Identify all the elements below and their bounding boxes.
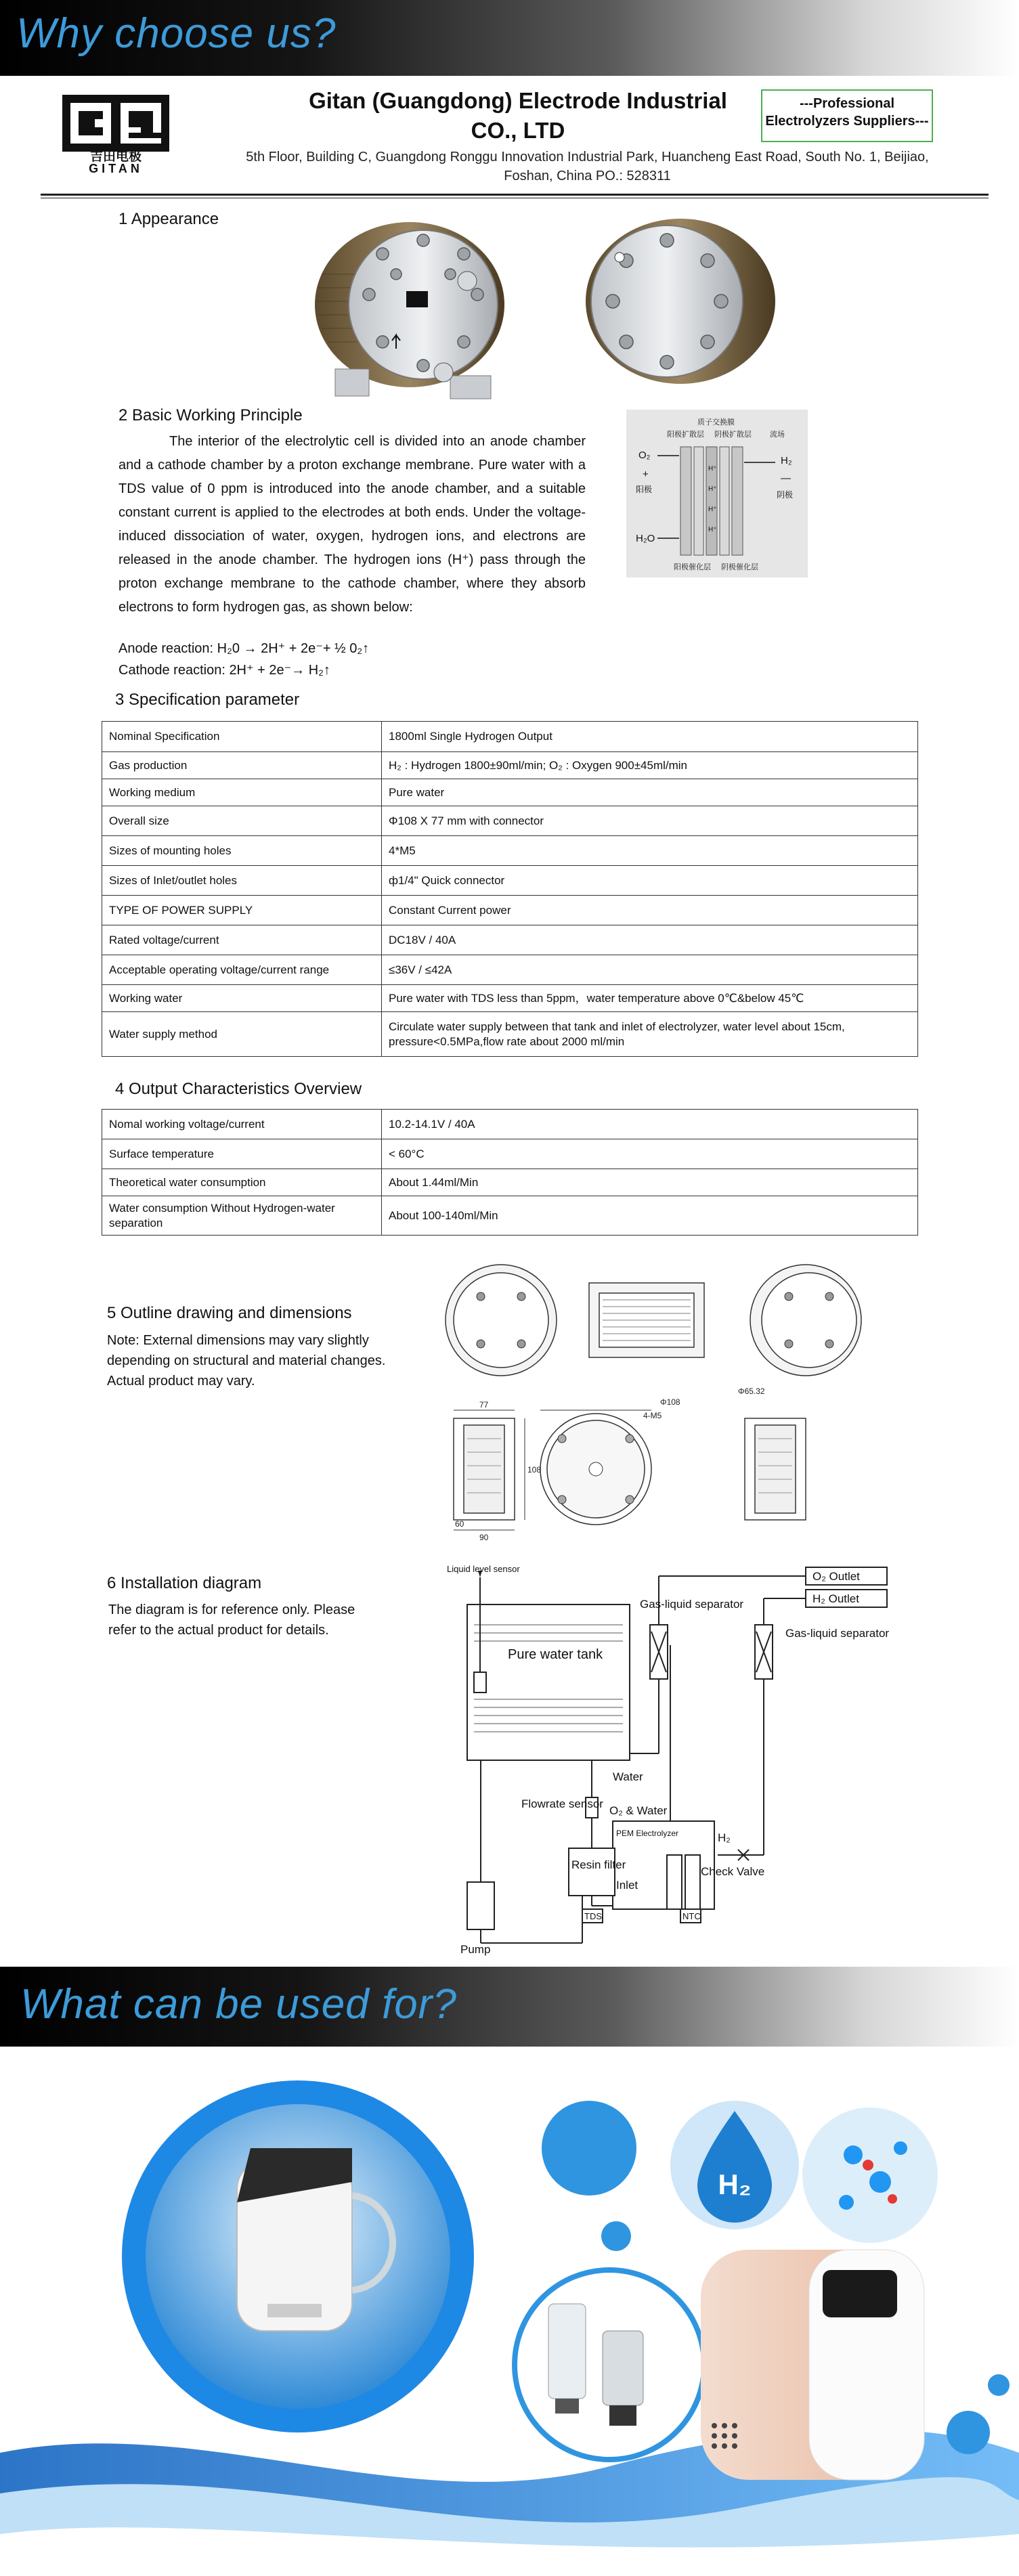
output-table <box>102 1109 918 1236</box>
table-row <box>102 1139 918 1169</box>
flow-sensor-label: Flowrate sensor <box>521 1797 603 1810</box>
electrolyzer-front-image <box>308 206 511 403</box>
spec-value: Φ108 X 77 mm with connector <box>382 806 918 836</box>
dim-label: 77 <box>479 1400 489 1410</box>
address-line1: 5th Floor, Building C, Guangdong Ronggu Innovation Industrial Park, Huancheng East Road, South No. 1, Beijiao, <box>246 150 929 165</box>
svg-text:H⁺: H⁺ <box>708 465 717 473</box>
output-key: Water consumption Without Hydrogen-water separation <box>102 1196 382 1236</box>
table-row <box>102 1169 918 1196</box>
table-row <box>102 985 918 1012</box>
table-row <box>102 1012 918 1057</box>
section5-note: Note: External dimensions may vary slightly depending on structural and material changes. Actual product may vary. <box>107 1333 386 1389</box>
section1-heading: 1 Appearance <box>118 210 219 228</box>
gl-separator-label-1: Gas-liquid separator <box>640 1598 744 1611</box>
spec-key: Sizes of Inlet/outlet holes <box>102 866 382 896</box>
output-value: < 60°C <box>382 1139 918 1169</box>
table-row <box>102 1196 918 1236</box>
inlet-label: Inlet <box>616 1879 638 1892</box>
diag-h2o-label: H₂O <box>636 533 655 544</box>
table-row <box>102 722 918 752</box>
anode-reaction: Anode reaction: H₂0 → 2H⁺ + 2e⁻+ ½ 0₂↑ <box>118 641 370 656</box>
company-name-line1: Gitan (Guangdong) Electrode Industrial <box>309 88 727 113</box>
principle-paragraph: The interior of the electrolytic cell is divided into an anode chamber and a cathode chamber by a proton exchange membrane. Pure water with a TDS value of 0 ppm is introduced into the anode chamber, and a suitable constant current is applied to the electrodes at both ends. Under the voltage-induced dissociation of water, oxygen, hydrogen ions, and electrons are released in the anode chamber. The hydrogen ions (H⁺) pass through the proton exchange membrane to the cathode chamber, where they absorb electrons to form hydrogen gas, as shown below: <box>118 434 586 615</box>
table-row <box>102 1110 918 1139</box>
address-line2: Foshan, China PO.: 528311 <box>504 169 671 183</box>
output-value: About 1.44ml/Min <box>382 1169 918 1196</box>
dim-label: 4-M5 <box>643 1411 662 1420</box>
o2-outlet-label: O₂ Outlet <box>812 1570 860 1583</box>
table-row <box>102 779 918 806</box>
table-row <box>102 752 918 779</box>
company-name <box>261 86 775 146</box>
spec-value: DC18V / 40A <box>382 925 918 955</box>
badge-line2: Electrolyzers Suppliers--- <box>765 114 929 129</box>
spec-value: Pure water <box>382 779 918 806</box>
dim-label: 108 <box>527 1465 542 1475</box>
level-sensor-label: Liquid level sensor <box>447 1564 520 1574</box>
diag-flow-label: 流场 <box>770 431 785 439</box>
diag-h2-label: H₂ <box>781 455 792 466</box>
gl-separator-label-2: Gas-liquid separator <box>785 1627 890 1640</box>
output-value: About 100-140ml/Min <box>382 1196 918 1236</box>
check-valve-label: Check Valve <box>701 1865 765 1878</box>
section5-heading: 5 Outline drawing and dimensions <box>107 1304 352 1322</box>
tank-label: Pure water tank <box>508 1647 603 1662</box>
header-divider <box>41 194 989 198</box>
h2-drop-text: H₂ <box>718 2168 752 2200</box>
ntc-label: NTC <box>682 1911 701 1921</box>
diag-cathode-cat-label: 阴极催化层 <box>721 563 758 571</box>
output-key: Theoretical water consumption <box>102 1169 382 1196</box>
spec-key: TYPE OF POWER SUPPLY <box>102 896 382 925</box>
company-logo <box>62 95 169 175</box>
logo-en-text: GITAN <box>89 162 143 175</box>
top-banner-title: Why choose us? <box>16 10 337 57</box>
tds-label: TDS <box>584 1911 602 1921</box>
table-row <box>102 806 918 836</box>
diag-minus-label: — <box>781 473 791 484</box>
section2-heading: 2 Basic Working Principle <box>118 406 303 424</box>
table-row <box>102 925 918 955</box>
outline-drawing <box>440 1256 873 1554</box>
h2-outlet-label: H₂ Outlet <box>812 1592 859 1605</box>
water-label: Water <box>613 1770 643 1783</box>
badge-line1: ---Professional <box>799 96 895 111</box>
spec-value: Circulate water supply between that tank and inlet of electrolyzer, water level about 15cm, pressure<0.5MPa,flow rate about 2000 ml/min <box>382 1012 918 1057</box>
spec-key: Water supply method <box>102 1012 382 1057</box>
spec-key: Gas production <box>102 752 382 779</box>
hydrogen-inhaler-machine-icon <box>701 2250 924 2480</box>
section6-heading: 6 Installation diagram <box>107 1574 262 1592</box>
diag-anode-cat-label: 阳极催化层 <box>674 563 711 571</box>
diag-cathode-label: 阴极 <box>777 490 794 500</box>
installation-diagram <box>447 1557 907 1957</box>
spec-key: Working medium <box>102 779 382 806</box>
dim-label: 90 <box>479 1533 489 1542</box>
bottom-banner <box>0 1967 1019 2047</box>
electrolyzer-back-image <box>579 206 782 396</box>
section6-note: The diagram is for reference only. Please refer to the actual product for details. <box>108 1602 355 1638</box>
spec-value: Constant Current power <box>382 896 918 925</box>
dim-label: 60 <box>455 1519 464 1529</box>
o2-water-label: O₂ & Water <box>609 1804 668 1817</box>
h2-label: H₂ <box>718 1831 731 1844</box>
spec-value: 1800ml Single Hydrogen Output <box>382 722 918 752</box>
spec-table <box>102 721 918 1057</box>
bottom-banner-title: What can be used for? <box>20 1981 457 2028</box>
company-name-line2: CO., LTD <box>471 118 565 143</box>
resin-filter-label: Resin filter <box>571 1858 626 1871</box>
spec-key: Nominal Specification <box>102 722 382 752</box>
dim-label: Φ108 <box>660 1397 680 1407</box>
spec-value: Pure water with TDS less than 5ppm，water temperature above 0℃&below 45℃ <box>382 985 918 1012</box>
diag-plus-label: + <box>643 468 649 480</box>
table-row <box>102 955 918 985</box>
applications-illustration <box>0 2047 1019 2576</box>
table-row <box>102 896 918 925</box>
top-banner <box>0 0 1019 76</box>
output-key: Surface temperature <box>102 1139 382 1169</box>
svg-text:H⁺: H⁺ <box>708 485 717 493</box>
svg-text:H⁺: H⁺ <box>708 506 717 513</box>
spec-value: 4*M5 <box>382 836 918 866</box>
output-key: Nomal working voltage/current <box>102 1110 382 1139</box>
company-address <box>196 148 978 185</box>
cathode-reaction: Cathode reaction: 2H⁺ + 2e⁻→ H₂↑ <box>118 663 330 678</box>
spec-value: ≤36V / ≤42A <box>382 955 918 985</box>
spec-key: Sizes of mounting holes <box>102 836 382 866</box>
section3-heading: 3 Specification parameter <box>115 691 300 709</box>
spec-key: Acceptable operating voltage/current range <box>102 955 382 985</box>
section4-heading: 4 Output Characteristics Overview <box>115 1080 362 1098</box>
spec-value: ф1/4" Quick connector <box>382 866 918 896</box>
table-row <box>102 866 918 896</box>
spec-value: H₂ : Hydrogen 1800±90ml/min; O₂ : Oxygen 900±45ml/min <box>382 752 918 779</box>
svg-text:H⁺: H⁺ <box>708 526 717 533</box>
supplier-badge <box>761 89 933 142</box>
pem-principle-diagram <box>626 410 808 577</box>
diag-anode-diff-label: 阳极扩散层 <box>667 431 704 439</box>
spec-key: Overall size <box>102 806 382 836</box>
diag-o2-label: O₂ <box>638 450 651 461</box>
dim-label: Φ65.32 <box>738 1387 765 1396</box>
spec-key: Rated voltage/current <box>102 925 382 955</box>
output-value: 10.2-14.1V / 40A <box>382 1110 918 1139</box>
logo-cn-text: 吉田电极 <box>89 150 142 164</box>
diag-anode-label: 阳极 <box>636 485 653 494</box>
diag-cathode-diff-label: 阴极扩散层 <box>714 431 752 439</box>
pump-label: Pump <box>460 1943 491 1956</box>
diag-pem-label: 质子交换膜 <box>697 418 735 427</box>
spec-key: Working water <box>102 985 382 1012</box>
pem-label: PEM Electrolyzer <box>616 1829 679 1838</box>
table-row <box>102 836 918 866</box>
